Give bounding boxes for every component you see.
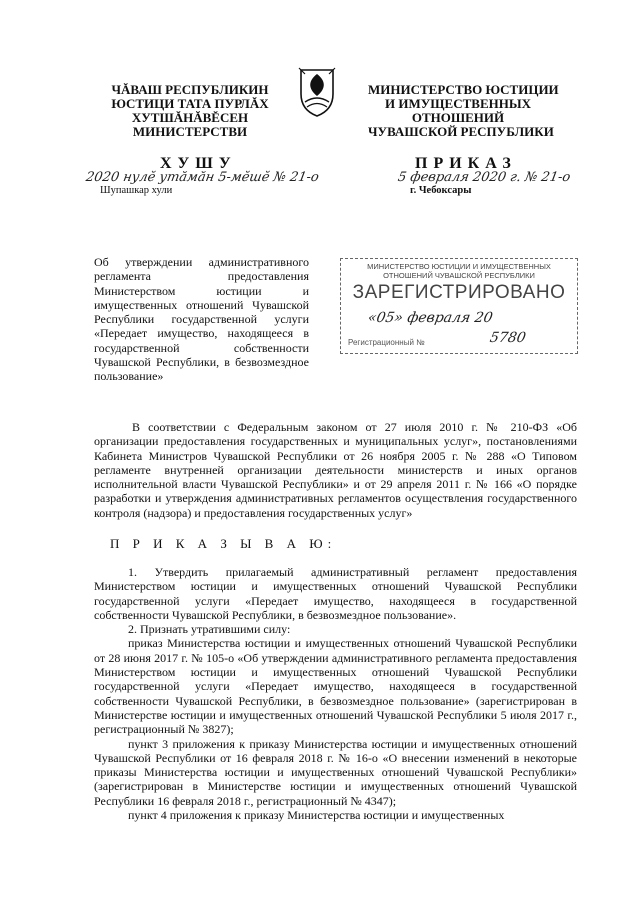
header-left-line: МИНИСТЕРСТВИ — [132, 124, 248, 139]
order-subject: Об утверждении административного регламента предоставления Министерством юстиции и имущественных отношений Чувашской Республики государственной услуги «Передает имущество, находящееся в государственной собственности Чувашской Республики, в безвозмездное пользование» — [94, 255, 309, 384]
order-item: пункт 4 приложения к приказу Министерства юстиции и имущественных — [128, 808, 505, 823]
order-item: приказ Министерства юстиции и имущественных отношений Чувашской Республики от 28 июня 2017 г. № 105-о «Об утверждении административного регламента предоставления Министерством юстиции и имущественных отношений Чувашской Республики государственной услуги «Передает имущество, находящееся в государственной собственности Чувашской Республики, в безвозмездное пользование» (зарегистрирован в Министерстве юстиции и имущественных отношений Чувашской Республики 5 июля 2017 г., регистрационный № 3827); — [94, 636, 577, 737]
header-left-line: ХУТШĂНĂВĔСЕН — [131, 110, 249, 125]
header-right-line: И ИМУЩЕСТВЕННЫХ — [384, 96, 531, 111]
order-date-handwritten-russian: 5 февраля 2020 г. № 21-о — [396, 170, 572, 185]
prikazyvayu-heading: П Р И К А З Ы В А Ю: — [110, 536, 337, 551]
order-place-chuvash: Шупашкар хули — [100, 185, 173, 196]
stamp-reg-number: 5780 — [488, 330, 528, 346]
preamble-paragraph — [94, 420, 577, 520]
stamp-date-handwritten: «05» февраля 20 — [366, 310, 494, 326]
stamp-reg-label: Регистрационный № — [348, 338, 425, 347]
order-date-handwritten-chuvash: 2020 нулĕ утăмăн 5-мĕшĕ № 21-о — [84, 170, 321, 185]
preamble-text: В соответствии с Федеральным законом от 27 июля 2010 г. № 210-ФЗ «Об организации предоставления государственных и муниципальных услуг», постановлениями Кабинета Министров Чувашской Республики от 26 ноября 2005 г. № 288 «О Типовом регламенте внутренней организации деятельности министерств и иных органов исполнительной власти Чувашской Республики» и от 29 апреля 2011 г. № 166 «О порядке разработки и утверждения административных регламентов осуществления государственного контроля (надзора) и предоставления государственных услуг» — [94, 420, 577, 520]
order-items — [94, 565, 577, 822]
header-left-line: ЮСТИЦИ ТАТА ПУРЛĂХ — [111, 96, 269, 111]
header-right-line: ОТНОШЕНИЙ — [411, 110, 505, 125]
order-place-russian: г. Чебоксары — [410, 185, 472, 196]
order-item: 1. Утвердить прилагаемый административный регламент предоставления Министерством юстиции и имущественных отношений Чувашской Республики государственной услуги «Передает имущество, находящееся в государственной собственности Чувашской Республики, в безвозмездное пользование». — [94, 565, 577, 622]
header-right-russian — [368, 82, 559, 139]
stamp-registered-label: ЗАРЕГИСТРИРОВАНО — [352, 282, 566, 303]
order-item: пункт 3 приложения к приказу Министерства юстиции и имущественных отношений Чувашской Республики от 16 февраля 2018 г. № 16-о «О внесении изменений в некоторые приказы Министерства юстиции и имущественных отношений Чувашской Республики» (зарегистрирован в Министерстве юстиции и имущественных отношений Чувашской Республики 16 февраля 2018 г., регистрационный № 4347); — [94, 736, 577, 808]
order-item: 2. Признать утратившими силу: — [128, 622, 291, 637]
header-left-chuvash — [100, 83, 280, 139]
coat-of-arms-icon — [297, 66, 337, 118]
registration-stamp — [340, 258, 578, 354]
header-right-line: МИНИСТЕРСТВО ЮСТИЦИИ — [368, 82, 559, 97]
header-left-line: ЧĂВАШ РЕСПУБЛИКИН — [111, 82, 269, 97]
order-title-russian: ПРИКАЗ — [415, 155, 517, 172]
order-title-chuvash: ХУШУ — [160, 155, 237, 172]
header-right-line: ЧУВАШСКОЙ РЕСПУБЛИКИ — [368, 124, 554, 139]
stamp-organization: МИНИСТЕРСТВО ЮСТИЦИИ И ИМУЩЕСТВЕННЫХ ОТНОШЕНИЙ ЧУВАШСКОЙ РЕСПУБЛИКИ — [367, 262, 551, 280]
